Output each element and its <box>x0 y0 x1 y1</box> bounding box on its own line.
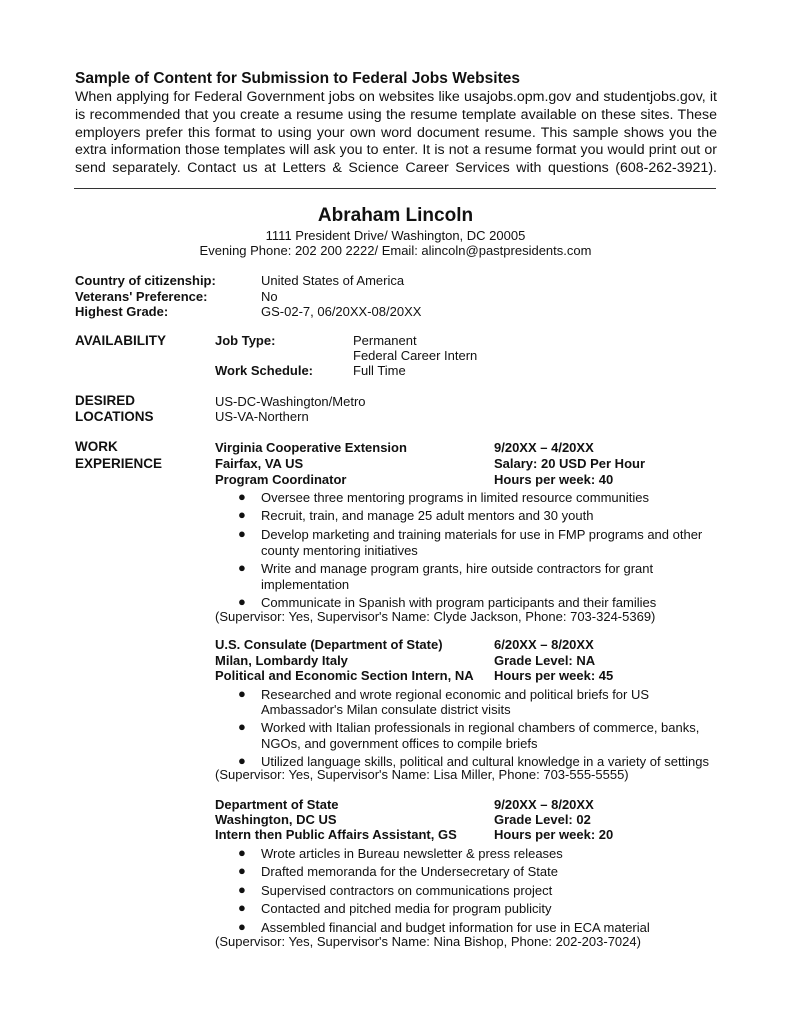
location-item: US-VA-Northern <box>215 409 309 424</box>
job-hours: Hours per week: 40 <box>494 472 614 487</box>
intro-title: Sample of Content for Submission to Federal Jobs Websites <box>75 70 520 87</box>
applicant-address: 1111 President Drive/ Washington, DC 20005 <box>265 228 526 243</box>
applicant-contact: Evening Phone: 202 200 2222/ Email: alincoln@pastpresidents.com <box>199 243 592 258</box>
citizenship-value: United States of America <box>261 273 405 288</box>
bullet-icon: ● <box>238 686 246 701</box>
job-type-value: Permanent <box>353 333 417 348</box>
availability-heading: AVAILABILITY <box>75 333 166 348</box>
bullet-icon: ● <box>238 719 246 734</box>
bullet-icon: ● <box>238 900 246 915</box>
bullet-icon: ● <box>238 882 246 897</box>
work-experience-heading: WORK <box>75 439 118 454</box>
job-grade-level: Grade Level: NA <box>494 653 596 668</box>
job-type-value: Federal Career Intern <box>353 348 478 363</box>
veterans-preference-value: No <box>261 289 278 304</box>
job-location: Fairfax, VA US <box>215 456 304 471</box>
job-title: Intern then Public Affairs Assistant, GS <box>215 827 457 842</box>
job-hours: Hours per week: 45 <box>494 668 614 683</box>
intro-line: employers prefer this format to using your own word document resume. This sample shows you the <box>75 124 717 141</box>
desired-locations-heading: DESIRED <box>75 393 136 408</box>
job-employer: Department of State <box>215 797 339 812</box>
highest-grade-value: GS-02-7, 06/20XX-08/20XX <box>261 304 422 319</box>
job-dates: 9/20XX – 8/20XX <box>494 797 594 812</box>
bullet-icon: ● <box>238 863 246 878</box>
bullet-icon: ● <box>238 560 246 575</box>
desired-locations-heading: LOCATIONS <box>75 409 154 424</box>
job-employer: U.S. Consulate (Department of State) <box>215 637 443 652</box>
intro-line: send separately. Contact us at Letters & Science Career Services with questions (608-262-3921). <box>75 160 717 177</box>
intro-line: extra information those templates will ask you to enter. It is not a resume format you would print out or <box>75 142 717 159</box>
job-location: Milan, Lombardy Italy <box>215 653 348 668</box>
work-schedule-label: Work Schedule: <box>215 363 314 378</box>
location-item: US-DC-Washington/Metro <box>215 394 366 409</box>
bullet-icon: ● <box>238 507 246 522</box>
highest-grade-label: Highest Grade: <box>75 304 169 319</box>
bullet-icon: ● <box>238 489 246 504</box>
job-grade-level: Grade Level: 02 <box>494 812 591 827</box>
bullet-icon: ● <box>238 919 246 934</box>
bullet-icon: ● <box>238 594 246 609</box>
job-type-label: Job Type: <box>215 333 276 348</box>
job-supervisor: (Supervisor: Yes, Supervisor's Name: Clyde Jackson, Phone: 703-324-5369) <box>215 609 656 624</box>
bullet-icon: ● <box>238 845 246 860</box>
job-supervisor: (Supervisor: Yes, Supervisor's Name: Lisa Miller, Phone: 703-555-5555) <box>215 767 629 782</box>
job-location: Washington, DC US <box>215 812 337 827</box>
horizontal-divider <box>74 188 716 189</box>
job-title: Political and Economic Section Intern, NA <box>215 668 474 683</box>
job-employer: Virginia Cooperative Extension <box>215 440 407 455</box>
job-dates: 9/20XX – 4/20XX <box>494 440 594 455</box>
citizenship-label: Country of citizenship: <box>75 273 216 288</box>
intro-line: When applying for Federal Government jobs on websites like usajobs.opm.gov and studentjobs.gov, it <box>75 89 717 105</box>
job-supervisor: (Supervisor: Yes, Supervisor's Name: Nina Bishop, Phone: 202-203-7024) <box>215 934 641 949</box>
intro-line: is recommended that you create a resume using the resume template available on these sites. These <box>75 106 717 123</box>
bullet-icon: ● <box>238 526 246 541</box>
job-dates: 6/20XX – 8/20XX <box>494 637 594 652</box>
job-hours: Hours per week: 20 <box>494 827 614 842</box>
bullet-icon: ● <box>238 753 246 768</box>
veterans-preference-label: Veterans' Preference: <box>75 289 208 304</box>
job-title: Program Coordinator <box>215 472 347 487</box>
applicant-name: Abraham Lincoln <box>317 205 474 226</box>
job-salary: Salary: 20 USD Per Hour <box>494 456 646 471</box>
work-schedule-value: Full Time <box>353 363 406 378</box>
work-experience-heading: EXPERIENCE <box>75 456 163 471</box>
intro-paragraph <box>75 89 717 178</box>
